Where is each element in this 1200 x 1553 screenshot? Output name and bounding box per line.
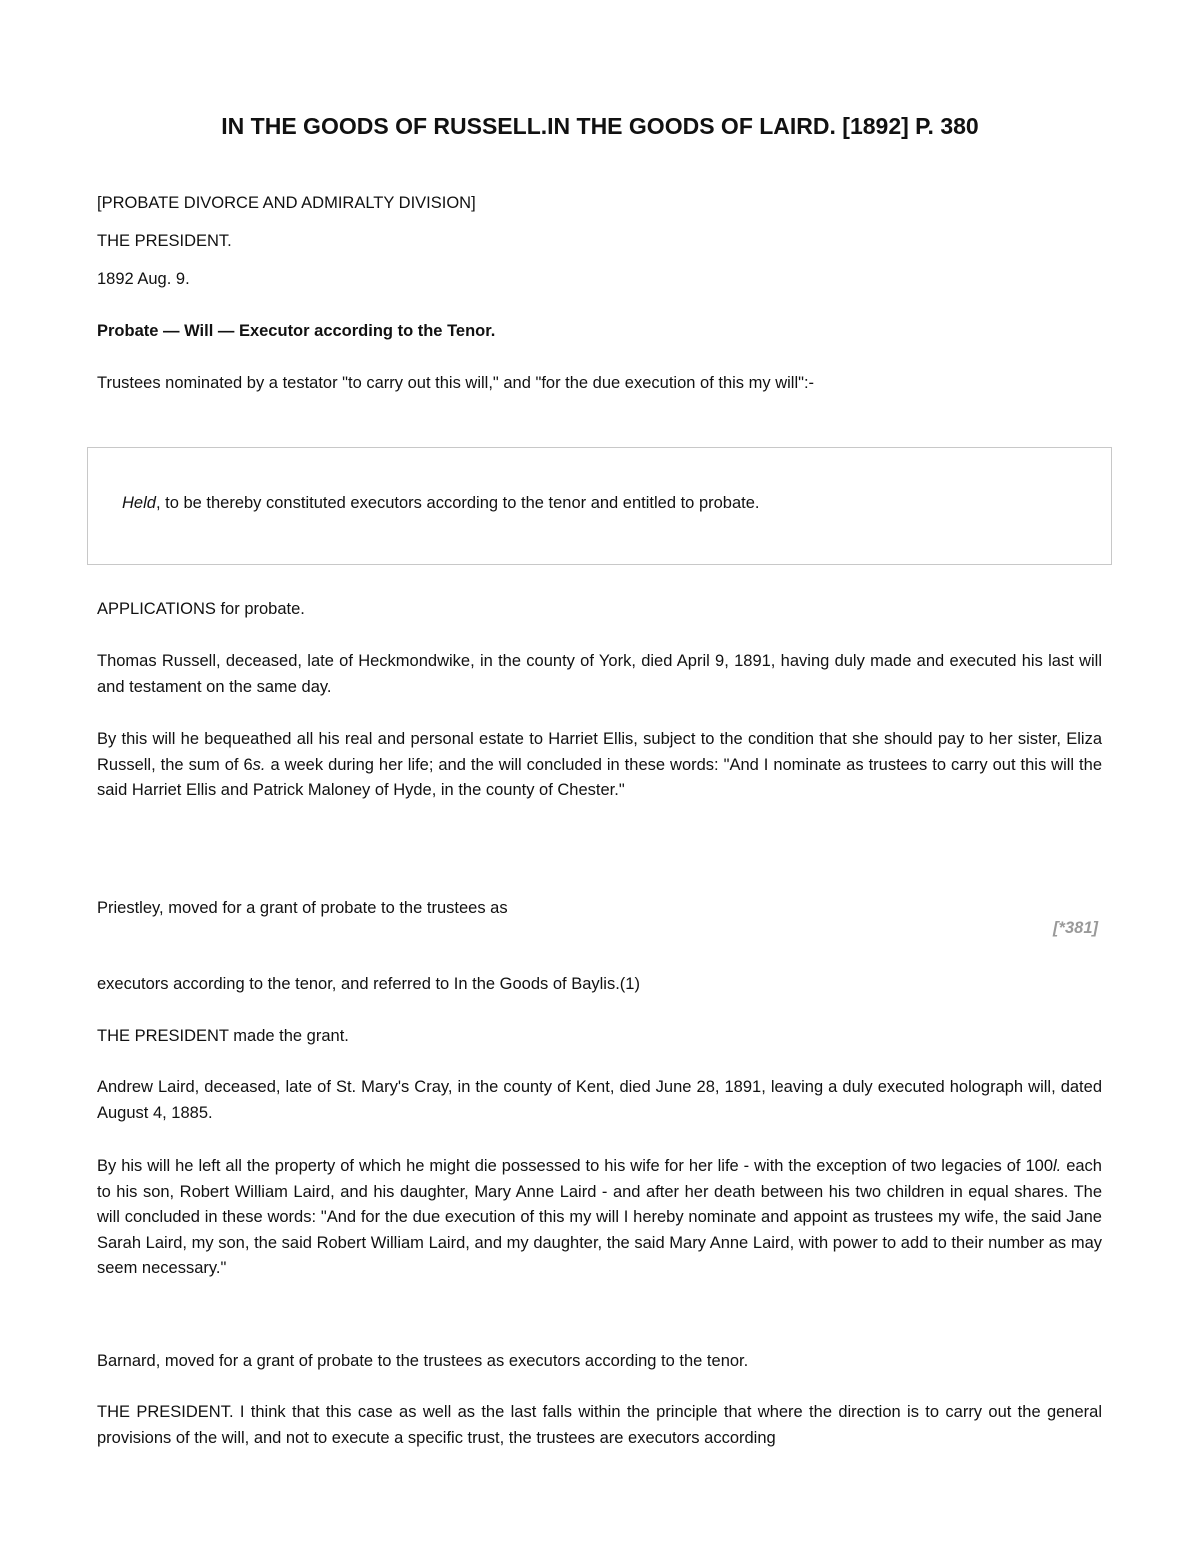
- laird-will-text-start: By his will he left all the property of which he might die possessed to his wife for her life - with the exception of two legacies of 100: [97, 1157, 1053, 1175]
- decision-date: 1892 Aug. 9.: [97, 270, 190, 288]
- court-division: [PROBATE DIVORCE AND ADMIRALTY DIVISION]: [97, 194, 476, 212]
- priestley-continuation: executors according to the tenor, and referred to In the Goods of Baylis.(1): [97, 975, 640, 993]
- russell-facts-paragraph: Thomas Russell, deceased, late of Heckmondwike, in the county of York, died April 9, 1891, having duly made and executed his last will and testament on the same day.: [97, 652, 1102, 696]
- laird-will-paragraph: [97, 1154, 1102, 1282]
- held-text: , to be thereby constituted executors according to the tenor and entitled to probate.: [155, 494, 760, 512]
- judge: THE PRESIDENT.: [97, 232, 232, 250]
- laird-will-text-end: each to his son, Robert William Laird, and his daughter, Mary Anne Laird - and after her death between his two children in equal shares. The will concluded in these words: "And for the due execution of this my will I hereby nominate and appoint as trustees my wife, the said Jane Sarah Laird, my son, the said Robert William Laird, and my daughter, the said Mary Anne Laird, with power to add to their number as may seem necessary.": [97, 1157, 1102, 1277]
- russell-will-text-start: By this will he bequeathed all his real and personal estate to Harriet Ellis, subject to the condition that she should pay to her sister, Eliza Russell, the sum of 6: [97, 730, 1102, 774]
- page-marker: [*381]: [1053, 919, 1098, 937]
- catchwords: Probate — Will — Executor according to the Tenor.: [97, 322, 496, 340]
- barnard-motion: Barnard, moved for a grant of probate to the trustees as executors according to the tenor.: [97, 1352, 749, 1370]
- russell-will-paragraph: [97, 727, 1102, 804]
- currency-unit: s.: [252, 755, 266, 774]
- russell-will-text-end: a week during her life; and the will concluded in these words: "And I nominate as trustees to carry out this will the said Harriet Ellis and Patrick Maloney of Hyde, in the county of Chester.": [97, 755, 1102, 799]
- president-grant: THE PRESIDENT made the grant.: [97, 1027, 349, 1045]
- laird-facts-paragraph: Andrew Laird, deceased, late of St. Mary's Cray, in the county of Kent, died June 28, 1891, leaving a duly executed holograph will, dated August 4, 1885.: [97, 1078, 1102, 1122]
- held-statement: [122, 490, 760, 516]
- priestley-motion: Priestley, moved for a grant of probate to the trustees as: [97, 899, 508, 917]
- currency-unit: l.: [1053, 1157, 1062, 1175]
- applications-heading: APPLICATIONS for probate.: [97, 600, 305, 618]
- president-judgment-paragraph: THE PRESIDENT. I think that this case as well as the last falls within the principle that where the direction is to carry out the general provisions of the will, and not to execute a specific trust, the trustees are executors according: [97, 1403, 1102, 1447]
- case-title: IN THE GOODS OF RUSSELL.IN THE GOODS OF LAIRD. [1892] P. 380: [221, 113, 979, 139]
- headnote: Trustees nominated by a testator "to carry out this will," and "for the due execution of this my will":-: [97, 374, 815, 392]
- held-label: Held: [122, 494, 156, 512]
